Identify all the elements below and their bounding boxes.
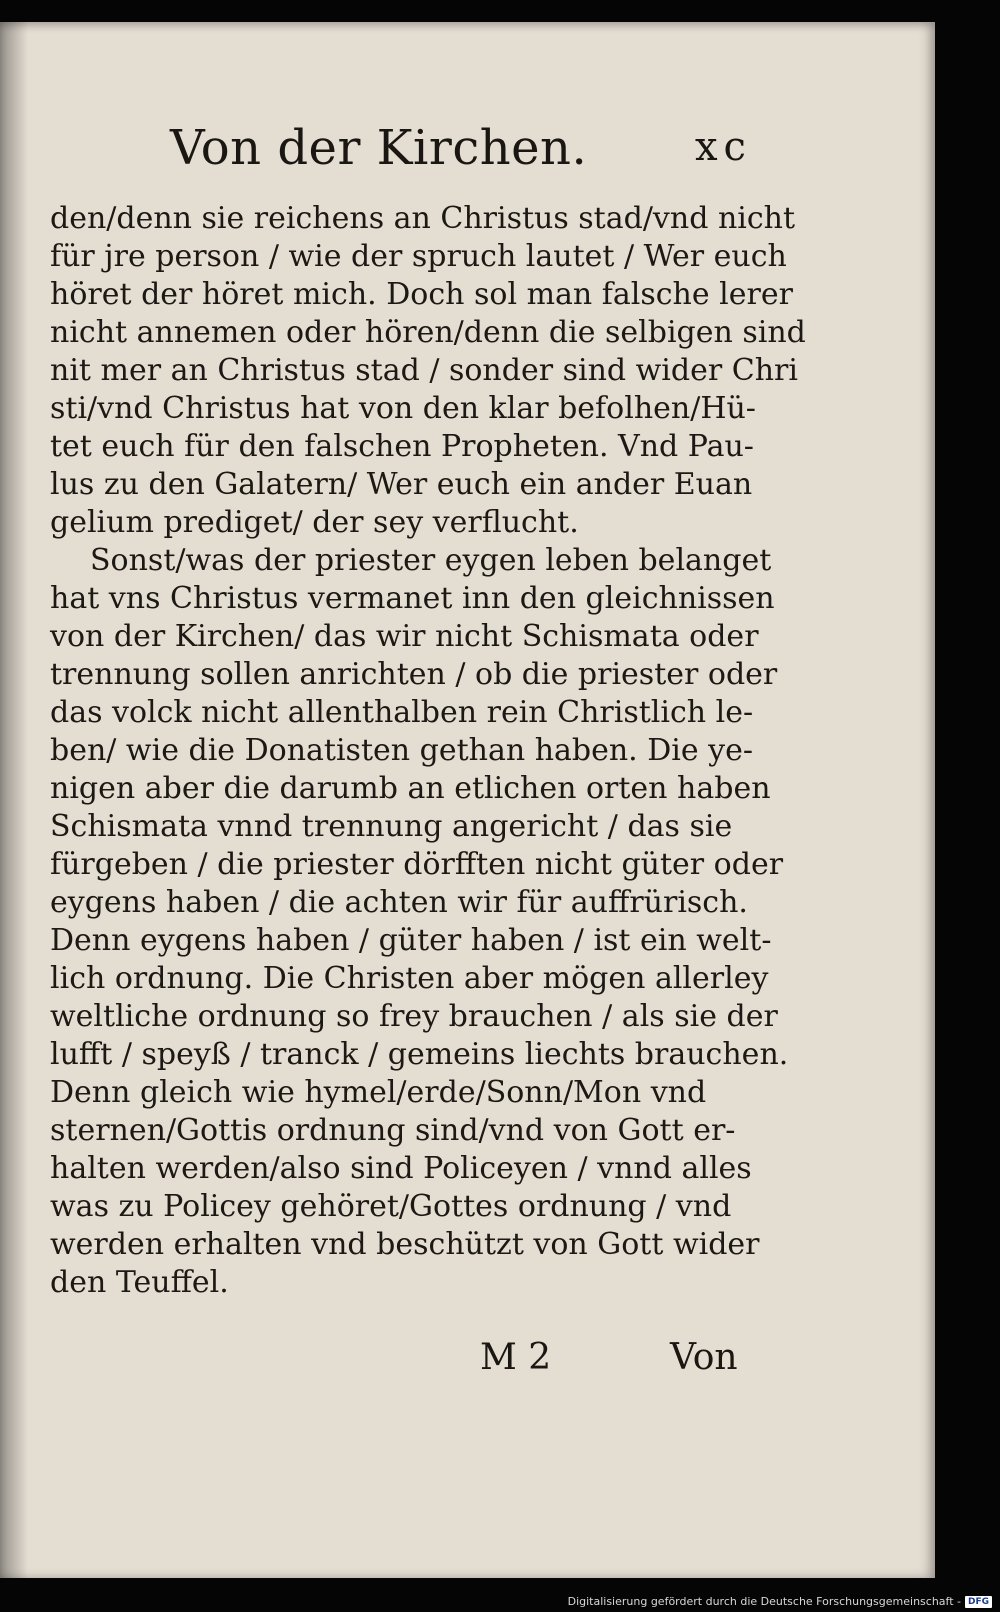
text-line: sternen/Gottis ordnung sind/vnd von Gott er- xyxy=(50,1113,736,1148)
dfg-logo-icon: DFG xyxy=(965,1596,992,1608)
digitization-credit xyxy=(568,1595,992,1608)
text-line: tet euch für den falschen Propheten. Vnd Pau- xyxy=(50,429,754,464)
page-foot xyxy=(480,1337,760,1387)
catchword: Von xyxy=(670,1337,738,1378)
text-line: gelium prediget/ der sey verflucht. xyxy=(50,505,579,540)
text-line: was zu Policey gehöret/Gottes ordnung / vnd xyxy=(50,1189,732,1224)
text-line: lufft / speyß / tranck / gemeins liechts brauchen. xyxy=(50,1037,789,1072)
body-text xyxy=(50,200,806,1302)
running-head xyxy=(170,120,770,190)
folio-number: xc xyxy=(695,124,752,170)
text-line: nicht annemen oder hören/denn die selbigen sind xyxy=(50,315,806,350)
text-line: von der Kirchen/ das wir nicht Schismata oder xyxy=(50,619,759,654)
text-line: lich ordnung. Die Christen aber mögen allerley xyxy=(50,961,769,996)
text-line: weltliche ordnung so frey brauchen / als sie der xyxy=(50,999,778,1034)
text-line: Schismata vnnd trennung angericht / das sie xyxy=(50,809,733,844)
text-line: nigen aber die darumb an etlichen orten haben xyxy=(50,771,771,806)
text-line: Denn eygens haben / güter haben / ist ein welt- xyxy=(50,923,772,958)
running-title: Von der Kirchen. xyxy=(170,120,588,176)
text-line: eygens haben / die achten wir für auffrürisch. xyxy=(50,885,748,920)
credit-text: Digitalisierung gefördert durch die Deutsche Forschungsgemeinschaft - xyxy=(567,1595,961,1608)
book-page xyxy=(0,22,935,1578)
text-line: den Teuffel. xyxy=(50,1265,229,1300)
text-line: Denn gleich wie hymel/erde/Sonn/Mon vnd xyxy=(50,1075,707,1110)
text-line: werden erhalten vnd beschützt von Gott wider xyxy=(50,1227,760,1262)
text-line: fürgeben / die priester dörfften nicht güter oder xyxy=(50,847,784,882)
text-line: lus zu den Galatern/ Wer euch ein ander Euan xyxy=(50,467,753,502)
text-line: den/denn sie reichens an Christus stad/vnd nicht xyxy=(50,201,796,236)
signature-mark: M 2 xyxy=(480,1337,552,1378)
text-line: das volck nicht allenthalben rein Christlich le- xyxy=(50,695,754,730)
text-line: für jre person / wie der spruch lautet / Wer euch xyxy=(50,239,787,274)
text-line: nit mer an Christus stad / sonder sind wider Chri xyxy=(50,353,798,388)
text-line: höret der höret mich. Doch sol man falsche lerer xyxy=(50,277,793,312)
text-line: ben/ wie die Donatisten gethan haben. Die ye- xyxy=(50,733,754,768)
text-line: hat vns Christus vermanet inn den gleichnissen xyxy=(50,581,775,616)
text-line-indented: Sonst/was der priester eygen leben belanget xyxy=(90,543,772,578)
text-line: halten werden/also sind Policeyen / vnnd alles xyxy=(50,1151,752,1186)
text-line: sti/vnd Christus hat von den klar befolhen/Hü- xyxy=(50,391,756,426)
text-line: trennung sollen anrichten / ob die priester oder xyxy=(50,657,778,692)
